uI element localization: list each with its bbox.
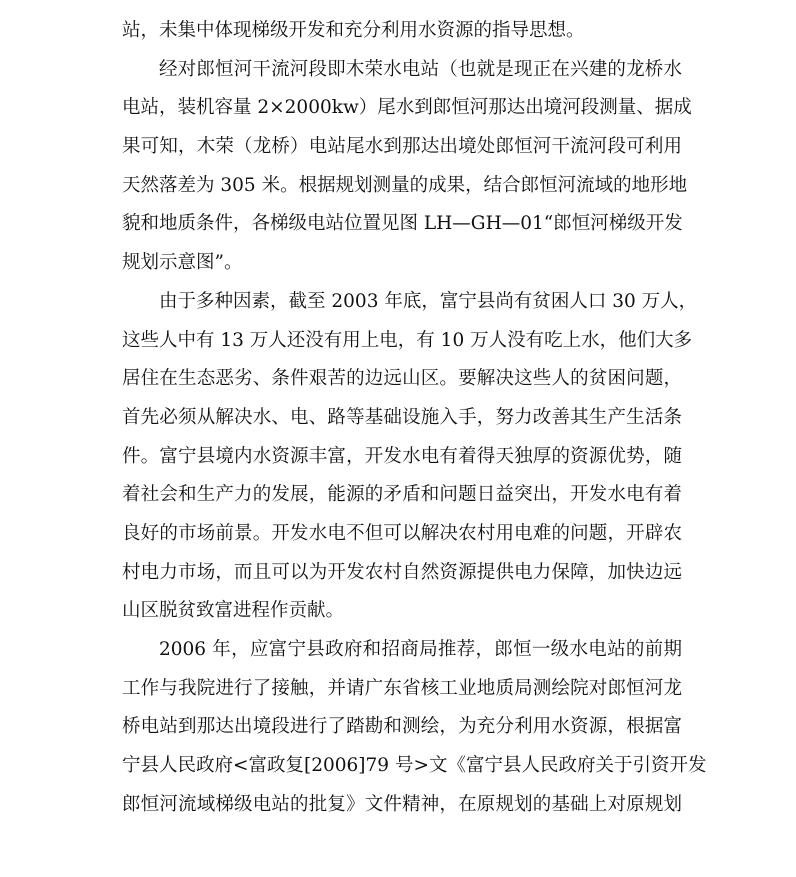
text-line: 郎恒河流域梯级电站的批复》文件精神，在原规划的基础上对原规划 [122,793,682,815]
text-line: 首先必须从解决水、电、路等基础设施入手，努力改善其生产生活条 [122,406,682,428]
text-line: 由于多种因素，截至 2003 年底，富宁县尚有贫困人口 30 万人， [159,290,698,312]
text-line: 果可知，木荣（龙桥）电站尾水到那达出境处郎恒河干流河段可利用 [122,136,682,158]
text-line: 貌和地质条件，各梯级电站位置见图 LH—GH—01“郎恒河梯级开发 [122,213,683,235]
text-line: 居住在生态恶劣、条件艰苦的边远山区。要解决这些人的贫困问题， [122,368,682,390]
text-line: 这些人中有 13 万人还没有用上电，有 10 万人没有吃上水，他们大多 [122,329,693,351]
text-line: 良好的市场前景。开发水电不但可以解决农村用电难的问题，开辟农 [122,522,682,544]
text-line: 天然落差为 305 米。根据规划测量的成果，结合郎恒河流域的地形地 [122,174,688,196]
text-line: 电站，装机容量 2×2000kw）尾水到郎恒河那达出境河段测量、据成 [122,97,692,119]
text-line: 山区脱贫致富进程作贡献。 [122,600,345,622]
document-body [122,12,707,824]
text-line: 村电力市场，而且可以为开发农村自然资源提供电力保障，加快边远 [122,561,682,583]
text-line: 着社会和生产力的发展，能源的矛盾和问题日益突出，开发水电有着 [122,484,682,506]
text-line: 工作与我院进行了接触，并请广东省核工业地质局测绘院对郎恒河龙 [122,677,682,699]
text-line: 经对郎恒河干流河段即木荣水电站（也就是现正在兴建的龙桥水 [159,58,682,80]
text-line: 站，未集中体现梯级开发和充分利用水资源的指导思想。 [122,20,585,41]
text-line: 桥电站到那达出境段进行了踏勘和测绘，为充分利用水资源，根据富 [122,716,682,738]
text-line: 件。富宁县境内水资源丰富，开发水电有着得天独厚的资源优势，随 [122,445,682,467]
text-line: 宁县人民政府<富政复[2006]79 号>文《富宁县人民政府关于引资开发 [122,755,707,777]
text-line: 2006 年，应富宁县政府和招商局推荐，郎恒一级水电站的前期 [159,639,682,660]
text-line: 规划示意图”。 [122,252,243,274]
